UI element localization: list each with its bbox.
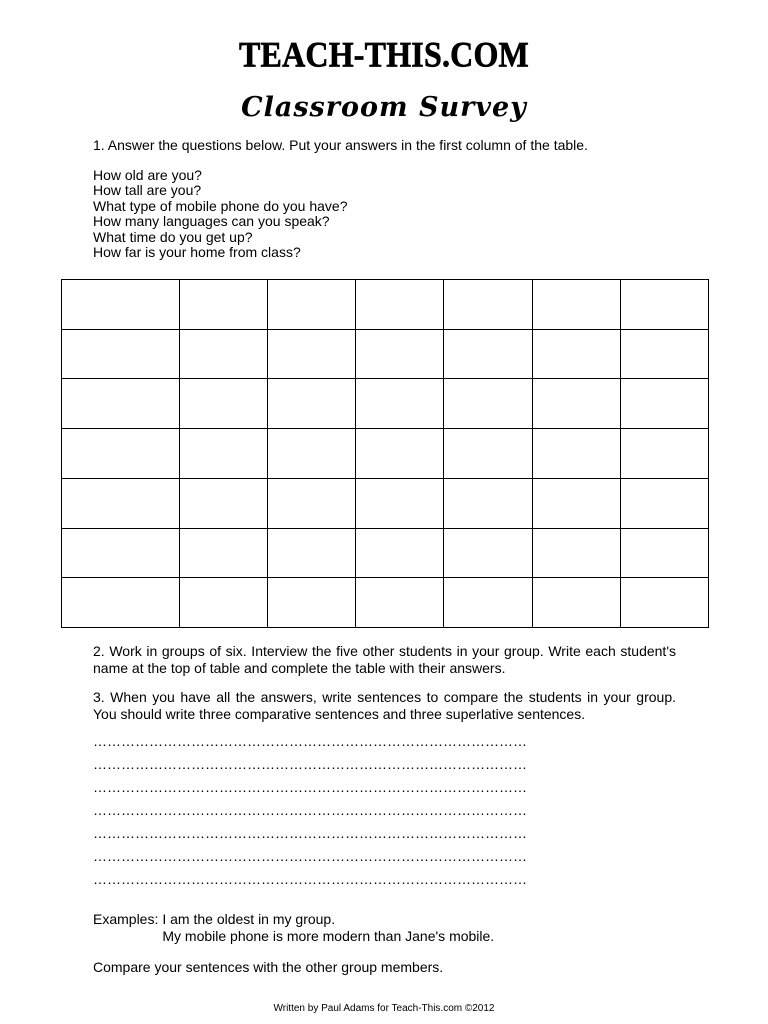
- table-cell: [356, 528, 444, 578]
- table-row: [62, 528, 709, 578]
- site-title: TEACH-THIS.COM: [239, 33, 529, 75]
- task3-instruction: 3. When you have all the answers, write sentences to compare the students in your group. You should write three comparative sentences and three superlative sentences.: [93, 689, 676, 722]
- table-cell: [532, 478, 620, 528]
- question-list: [93, 168, 348, 260]
- footer-credit: Written by Paul Adams for Teach-This.com ©2012: [273, 1003, 495, 1014]
- table-cell: [532, 429, 620, 479]
- writing-line: …………………………………………………………………………………: [93, 825, 527, 841]
- table-cell: [180, 578, 268, 628]
- table-cell: [620, 329, 708, 379]
- table-cell: [268, 329, 356, 379]
- table-cell: [268, 379, 356, 429]
- table-cell: [356, 578, 444, 628]
- table-row: [62, 578, 709, 628]
- table-cell: [444, 478, 532, 528]
- table-cell: [268, 280, 356, 330]
- table-cell: [62, 528, 180, 578]
- table-cell: [620, 429, 708, 479]
- table-cell: [620, 478, 708, 528]
- table-cell: [180, 329, 268, 379]
- example-sentence: I am the oldest in my group.: [162, 911, 336, 927]
- table-cell: [532, 528, 620, 578]
- table-row: [62, 329, 709, 379]
- table-cell: [62, 578, 180, 628]
- table-row: [62, 478, 709, 528]
- table-cell: [532, 280, 620, 330]
- question-item: How old are you?: [93, 167, 202, 183]
- table-cell: [356, 329, 444, 379]
- table-cell: [444, 429, 532, 479]
- table-cell: [532, 329, 620, 379]
- table-cell: [620, 280, 708, 330]
- question-item: How many languages can you speak?: [93, 213, 330, 230]
- table-cell: [62, 379, 180, 429]
- question-item: How far is your home from class?: [93, 244, 301, 261]
- writing-lines: [93, 730, 676, 891]
- table-cell: [62, 429, 180, 479]
- table-cell: [444, 578, 532, 628]
- table-cell: [356, 280, 444, 330]
- table-cell: [444, 379, 532, 429]
- closing-instruction: Compare your sentences with the other group members.: [93, 959, 444, 975]
- example-sentences: [162, 911, 494, 945]
- table-cell: [356, 478, 444, 528]
- worksheet-title: Classroom Survey: [241, 92, 527, 123]
- survey-table-body: [62, 280, 709, 628]
- table-cell: [268, 429, 356, 479]
- task2-instruction: 2. Work in groups of six. Interview the five other students in your group. Write each student's name at the top of table and complete the table with their answers.: [93, 643, 676, 676]
- table-cell: [268, 478, 356, 528]
- table-cell: [268, 578, 356, 628]
- table-cell: [62, 280, 180, 330]
- table-cell: [180, 478, 268, 528]
- writing-line: …………………………………………………………………………………: [93, 779, 527, 795]
- survey-table: [61, 279, 709, 628]
- table-cell: [356, 379, 444, 429]
- table-cell: [444, 280, 532, 330]
- table-cell: [180, 379, 268, 429]
- table-cell: [620, 379, 708, 429]
- table-row: [62, 379, 709, 429]
- table-cell: [268, 528, 356, 578]
- examples-block: [93, 911, 494, 945]
- writing-line: …………………………………………………………………………………: [93, 733, 527, 749]
- table-cell: [620, 528, 708, 578]
- writing-line: …………………………………………………………………………………: [93, 756, 527, 772]
- writing-line: …………………………………………………………………………………: [93, 871, 527, 887]
- table-cell: [180, 528, 268, 578]
- examples-label: Examples:: [93, 911, 159, 927]
- writing-line: …………………………………………………………………………………: [93, 802, 527, 818]
- table-cell: [180, 429, 268, 479]
- table-cell: [444, 528, 532, 578]
- table-cell: [356, 429, 444, 479]
- question-item: What time do you get up?: [93, 228, 253, 245]
- question-item: How tall are you?: [93, 182, 202, 199]
- table-cell: [62, 329, 180, 379]
- table-row: [62, 429, 709, 479]
- example-sentence: My mobile phone is more modern than Jane's mobile.: [162, 928, 495, 944]
- table-cell: [180, 280, 268, 330]
- question-item: What type of mobile phone do you have?: [93, 197, 348, 214]
- table-cell: [532, 379, 620, 429]
- task1-instruction: 1. Answer the questions below. Put your answers in the first column of the table.: [93, 137, 588, 153]
- writing-line: …………………………………………………………………………………: [93, 848, 527, 864]
- table-row: [62, 280, 709, 330]
- table-cell: [620, 578, 708, 628]
- table-cell: [62, 478, 180, 528]
- table-cell: [532, 578, 620, 628]
- table-cell: [444, 329, 532, 379]
